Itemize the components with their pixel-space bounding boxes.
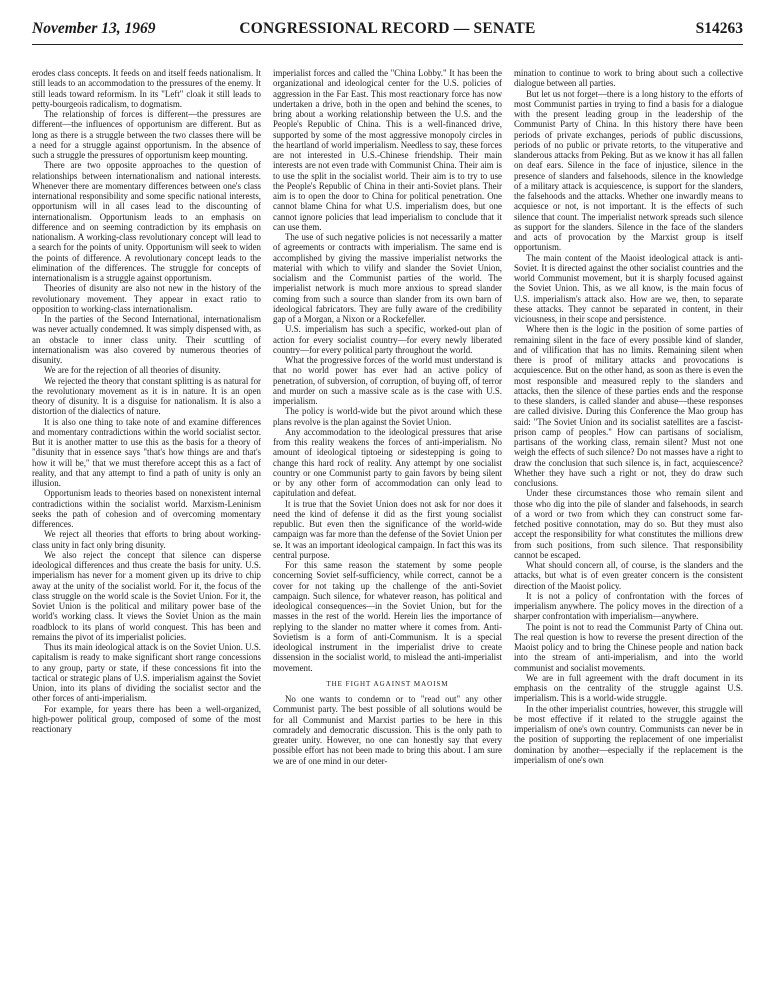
text-columns xyxy=(32,68,743,986)
article-paragraph: The main content of the Maoist ideological attack is anti-Soviet. It is directed against the other socialist countries and the world Communist movement, but it is sharply focused against the Soviet Union. This, as we all know, is the main focus of U.S. imperialism's attack also. How are we, then, to separate these attacks. They cannot be separated in content, in their viciousness, in their scope and persistence. xyxy=(514,252,743,324)
article-paragraph: imperialist forces and called the "China Lobby." It has been the organizational and ideological center for the U.S. policies of aggression in the Far East. This most reactionary force has now undertaken a drive, both in the open and behind the scenes, to bring about a working relationship between the U.S. and the People's Republic of China. This is a well-financed drive, supported by some of the most aggressive monopoly circles in the heartland of world imperialism. Needless to say, these forces are not interested in U.S.-Chinese friendship. Their main interests are not even trade with Communist China. Their aim is to use the split in the socialist world. Their aim is to try to use the People's Republic of China in their anti-Soviet plans. Their aim is to open the door to China for political penetration. One cannot blame China for what U.S. imperialism does, but one cannot ignore policies that lead imperialism to conclude that it can use them. xyxy=(273,68,502,232)
header-page-number: S14263 xyxy=(695,20,743,37)
article-paragraph: mination to continue to work to bring about such a collective dialogue between all parties. xyxy=(514,68,743,89)
article-paragraph: Theories of disunity are also not new in the history of the revolutionary movement. They appear in exact ratio to opposition to working-class internationalism. xyxy=(32,283,261,314)
article-paragraph: In the other imperialist countries, however, this struggle will be most effective if it related to the struggle against the imperialism of one's own country. Communists can never be in the position of supporting the replacement of one imperialist domination by another—especially if the replacement is the imperialism of one's own xyxy=(514,703,743,765)
article-paragraph: The policy is world-wide but the pivot around which these plans revolve is the plan against the Soviet Union. xyxy=(273,406,502,427)
article-paragraph: Opportunism leads to theories based on nonexistent internal contradictions within the socialist world. Marxism-Leninism seeks the path of cohesion and of overcoming momentary differences. xyxy=(32,488,261,529)
article-paragraph: Thus its main ideological attack is on the Soviet Union. U.S. capitalism is ready to make significant short range concessions to any group, party or state, if these concessions fit into the tactical or strategic plans of U.S. imperialism against the Soviet Union, into its plans of dividing the socialist sector and the other forces of anti-imperialism. xyxy=(32,642,261,704)
header-date: November 13, 1969 xyxy=(32,20,156,37)
article-paragraph: We are in full agreement with the draft document in its emphasis on the centrality of the struggle against U.S. imperialism. This is a world-wide struggle. xyxy=(514,672,743,704)
article-paragraph: What the progressive forces of the world must understand is that no world power has ever had an active policy of penetration, of subversion, of corruption, of buying off, of terror and murder on such a massive scale as is the case with U.S. imperialism. xyxy=(273,355,502,406)
article-paragraph: It is true that the Soviet Union does not ask for nor does it need the kind of defense it did as the first young socialist republic. But even then the significance of the world-wide campaign was far more than the defense of the Soviet Union per se. It was an important ideological campaign. In fact this was its central purpose. xyxy=(273,498,502,560)
page-header xyxy=(32,14,743,45)
article-paragraph: We also reject the concept that silence can disperse ideological differences and thus create the basis for unity. U.S. imperialism has never for a moment given up its drive to chip away at the unity of the socialist world. For it, the focus of the class struggle on the world scale is the Soviet Union. For it, the Soviet Union is the political and military power base of the world's working class. It views the Soviet Union as the main roadblock to its plans of world conquest. This has been and remains the pivot of its imperialist policies. xyxy=(32,549,261,642)
article-paragraph: What should concern all, of course, is the slanders and the attacks, but what is of even greater concern is the consistent direction of the Maoist policy. xyxy=(514,560,743,591)
article-paragraph: It is also one thing to take note of and examine differences and momentary contradictions within the world socialist sector. But it is another matter to use this as the basis for a theory of "disunity that in essence says "that's how things are and that's how it will be," that we must therefore accept this as a fact of reality, and that any attempt to find a path of unity is only an illusion. xyxy=(32,416,261,488)
section-heading: THE FIGHT AGAINST MAOISM xyxy=(326,679,449,688)
article-paragraph: U.S. imperialism has such a specific, worked-out plan of action for every socialist country—for every newly liberated country—for every political party throughout the world. xyxy=(273,324,502,355)
article-paragraph: The use of such negative policies is not necessarily a matter of agreements or contracts with imperialism. The same end is accomplished by giving the massive imperialist networks the material with which to vilify and slander the Soviet Union, socialism and the Communist parties of the world. The imperialist network is much more anxious to spread slander coming from such a source than slander from its own barn of ideological fabricators. They are fully aware of the credibility gap of a Morgan, a Nixon or a Rockefeller. xyxy=(273,232,502,324)
article-paragraph: The point is not to read the Communist Party of China out. The real question is how to reverse the present direction of the Maoist policy and to bring the Chinese people and nation back into the stream of anti-imperialism, and into the world communist and socialist movements. xyxy=(514,621,743,673)
header-title: CONGRESSIONAL RECORD — SENATE xyxy=(239,20,536,37)
article-paragraph: There are two opposite approaches to the question of relationships between internationalism and national interests. Whenever there are momentary differences between one's class international responsibility and some specific national interests, opportunism will in all cases lead to the discounting of internationalism. Opportunism leads to an emphasis on difference and on seeming contradiction by its emphasis on nationalism. A working-class revolutionary concept will lead to a search for the points of unity. Opportunism will seek to widen the points of difference. A revolutionary concept leads to the elimination of the differences. The struggle for concepts of internationalism is a struggle against opportunism. xyxy=(32,160,261,283)
article-paragraph: Any accommodation to the ideological pressures that arise from this reality weakens the forces of anti-imperialism. No amount of ideological tiptoeing or sidestepping is going to change this hard rock of reality. Any attempt by one socialist country or one Communist party to gain favors by being silent or by any other form of accommodation can only lead to capitulation and defeat. xyxy=(273,426,502,499)
article-paragraph: In the parties of the Second International, internationalism was never actually condemned. It was simply dispensed with, as an obstacle to inner class unity. Their scuttling of internationalism was also covered by numerous theories of disunity. xyxy=(32,314,261,365)
article-paragraph: We reject all theories that efforts to bring about working-class unity in fact only bring disunity. xyxy=(32,529,261,550)
article-paragraph: For example, for years there has been a well-organized, high-power political group, composed of some of the most reactionary xyxy=(32,703,261,734)
article-paragraph: Where then is the logic in the position of some parties of remaining silent in the face of every possible kind of slander, and of vilification that has no limits. Remaining silent when there is proof of military attacks and provocations is acquiescence. But on the other hand, as soon as there is even the most responsible and measured reply to the slanders and attacks, then the silence of these parties ends and the response to these slanders, is called slander and abuse—these responses are called divisive. During this Conference the Mao group has said: "The Soviet Union and its socialist satellites are a fascist-prison camp of peoples." How can partisans of socialism, partisans of the working class, remain silent? Must not one weigh the effects of such silence? Do not masses have a right to draw the conclusion that such silence is, in fact, acquiescence? Whether they have such a right or not, they do draw such conclusions. xyxy=(514,324,743,488)
article-paragraph: But let us not forget—there is a long history to the efforts of most Communist parties in trying to find a basis for a dialogue with the present leading group in the leadership of the Communist Party of China. In this history there have been periods of private exchanges, periods of public discussions, periods of no public or private retorts, to the vituperative and slanderous attacks from Peking. But as we know it has all fallen on deaf ears. Silence in the face of injustice, silence in the presence of slanders and falsehoods, silence in the knowledge of a military attack is acquiescence, is support for the slanders, the falsehoods and the attacks. Whether one inwardly means to acquiesce or not, is not important. It is the effects of such silence that count. The imperialist network spreads such silence as support for the slanders. Silence in the face of the slanders and acts of provocation by the Marxist group is itself opportunism. xyxy=(514,88,743,253)
article-paragraph: erodes class concepts. It feeds on and itself feeds nationalism. It still leads to an accommodation to the pressures of the enemy. It still leads toward reformism. In its "Left" cloak it still leads to petty-bourgeois radicalism, to dogmatism. xyxy=(32,68,261,109)
article-paragraph: No one wants to condemn or to "read out" any other Communist party. The best possible of all solutions would be for all Communist and Marxist parties to be here in this comradely and democratic discussion. This is the only path to greater unity. However, no one can honestly say that every possible effort has not been made to bring this about. I am sure we are of one mind in our deter- xyxy=(273,694,502,766)
column-left xyxy=(32,68,261,986)
column-middle xyxy=(273,68,502,986)
article-paragraph: The relationship of forces is different—the pressures are different—the influences of opportunism are different. But as long as there is a struggle between the two classes there will be a need for a struggle against opportunism. In the absence of such a struggle the pressures of opportunism keep mounting. xyxy=(32,109,261,160)
article-paragraph: For this same reason the statement by some people concerning Soviet self-sufficiency, while correct, cannot be a cover for not taking up the challenge of the anti-Soviet campaign. Such silence, for whatever reason, has political and ideological consequences—in the Soviet Union, but for the masses in the rest of the world. Herein lies the importance of replying to the slander no matter where it comes from. Anti-Sovietism is a form of anti-Communism. It is a special ideological instrument in the imperialist drive to create dissension in the socialist world, to mislead the anti-imperialist movement. xyxy=(273,560,502,673)
article-paragraph: It is not a policy of confrontation with the forces of imperialism anywhere. The policy moves in the direction of a sharper confrontation with imperialism—anywhere. xyxy=(514,590,743,622)
column-right xyxy=(514,68,743,986)
article-paragraph: We rejected the theory that constant splitting is as natural for the revolutionary movement as it is in nature. It is an open theory of disunity. It is a disguise for nationalism. It is also a distortion of the dialectics of nature. xyxy=(32,375,261,417)
article-paragraph: Under these circumstances those who remain silent and those who dig into the pile of slander and falsehoods, in search of a word or two from which they can construct some far-fetched positive connotation, may do so. But they must also accept the responsibility for what constitutes the millions drew from such positions, from such silence. That responsibility cannot be escaped. xyxy=(514,488,743,560)
article-paragraph: We are for the rejection of all theories of disunity. xyxy=(44,365,221,376)
